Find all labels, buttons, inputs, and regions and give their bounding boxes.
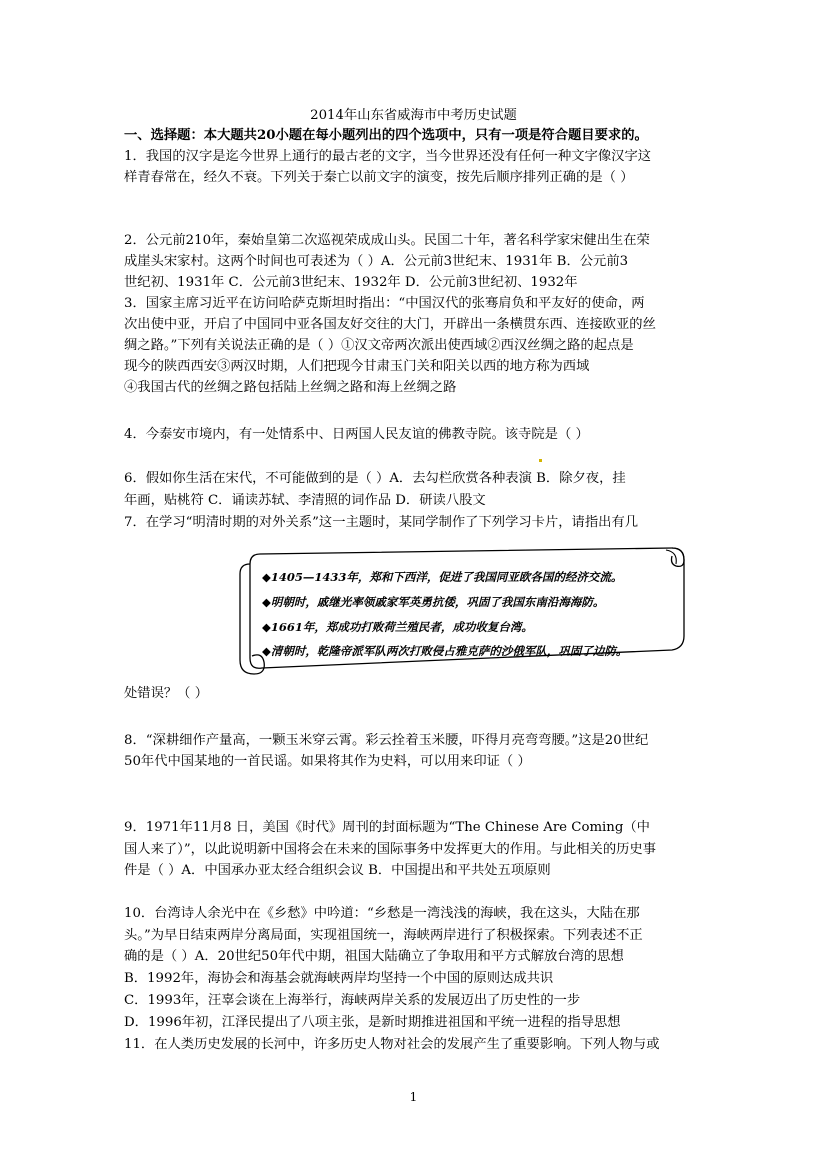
exam-title: 2014年山东省威海市中考历史试题 <box>310 108 517 123</box>
q10-line-3: 确的是（ ）A．20世纪50年代中期，祖国大陆确立了争取用和平方式解放台湾的思想 <box>124 949 624 964</box>
card-item-1: ◆1405—1433年，郑和下西洋，促进了我国同亚欧各国的经济交流。 <box>262 570 623 584</box>
q3-line-2: 次出使中亚，开启了中国同中亚各国友好交往的大门，开辟出一条横贯东西、连接欧亚的丝 <box>124 317 656 332</box>
page-number: 1 <box>409 1090 418 1104</box>
q11-line-1: 11．在人类历史发展的长河中，许多历史人物对社会的发展产生了重要影响。下列人物与或 <box>124 1037 660 1052</box>
q8-line-2: 50年代中国某地的一首民谣。如果将其作为史料，可以用来印证（ ） <box>124 754 531 769</box>
q10-option-d: D．1996年初，江泽民提出了八项主张，是新时期推进祖国和平统一进程的指导思想 <box>124 1015 621 1030</box>
q2-line-3: 世纪初、1931年 C．公元前3世纪末、1932年 D．公元前3世纪初、1932年 <box>124 275 578 290</box>
q1-line-2: 样青春常在，经久不衰。下列关于秦亡以前文字的演变，按先后顺序排列正确的是（ ） <box>124 170 634 185</box>
q10-line-1: 10．台湾诗人余光中在《乡愁》中吟道：“乡愁是一湾浅浅的海峡，我在这头，大陆在那 <box>124 906 640 921</box>
card-item-3: ◆1661年，郑成功打败荷兰殖民者，成功收复台湾。 <box>262 620 533 634</box>
q2-line-2: 成崖头宋家村。这两个时间也可表述为（ ）A．公元前3世纪末、1931年 B．公元前3 <box>124 254 629 269</box>
q6-line-1: 6．假如你生活在宋代，不可能做到的是（ ）A．去勾栏欣赏各种表演 B．除夕夜，挂 <box>124 471 626 486</box>
q3-line-1: 3．国家主席习近平在访问哈萨克斯坦时指出：“中国汉代的张骞肩负和平友好的使命，两 <box>124 296 645 311</box>
q10-option-c: C．1993年，汪辜会谈在上海举行，海峡两岸关系的发展迈出了历史性的一步 <box>124 993 581 1008</box>
q8-line-1: 8．“深耕细作产量高，一颗玉米穿云霄。彩云拴着玉米腰，吓得月亮弯弯腰。”这是20世纪 <box>124 733 649 748</box>
card-item-2: ◆明朝时，戚继光率领戚家军英勇抗倭，巩固了我国东南沿海海防。 <box>262 595 605 609</box>
yellow-speck <box>539 459 542 462</box>
q7-line-2: 处错误？（ ） <box>124 686 209 701</box>
q1-line-1: 1．我国的汉字是迄今世界上通行的最古老的文字，当今世界还没有任何一种文字像汉字这 <box>124 149 652 164</box>
section-heading: 一、选择题：本大题共20小题在每小题列出的四个选项中，只有一项是符合题目要求的。 <box>124 128 648 143</box>
q9-line-2: 国人来了）”，以此说明新中国将会在未来的国际事务中发挥更大的作用。与此相关的历史事 <box>124 842 657 857</box>
q10-option-b: B．1992年，海协会和海基会就海峡两岸均坚持一个中国的原则达成共识 <box>124 971 554 986</box>
q4-line-1: 4．今泰安市境内，有一处情系中、日两国人民友谊的佛教寺院。该寺院是（ ） <box>124 427 589 442</box>
q6-line-2: 年画，贴桃符 C．诵读苏轼、李清照的词作品 D．研读八股文 <box>124 493 486 508</box>
q3-line-4: 现今的陕西西安③两汉时期，人们把现今甘肃玉门关和阳关以西的地方称为西域 <box>124 359 590 374</box>
q9-line-1: 9．1971年11月8 日，美国《时代》周刊的封面标题为“The Chinese Are Coming（中 <box>124 820 650 835</box>
card-item-4: ◆清朝时，乾隆帝派军队两次打败侵占雅克萨的沙俄军队，巩固了边防。 <box>262 644 628 658</box>
q3-line-3: 绸之路。”下列有关说法正确的是（ ）①汉文帝两次派出使西域②西汉丝绸之路的起点是 <box>124 338 634 353</box>
q9-line-3: 件是（ ）A．中国承办亚太经合组织会议 B．中国提出和平共处五项原则 <box>124 863 551 878</box>
q3-line-5: ④我国古代的丝绸之路包括陆上丝绸之路和海上丝绸之路 <box>124 380 457 395</box>
q2-line-1: 2．公元前210年，秦始皇第二次巡视荣成成山头。民国二十年，著名科学家宋健出生在荣 <box>124 233 650 248</box>
q10-line-2: 头。”为早日结束两岸分离局面，实现祖国统一，海峡两岸进行了积极探索。下列表述不正 <box>124 928 643 943</box>
q7-line-1: 7．在学习“明清时期的对外关系”这一主题时，某同学制作了下列学习卡片，请指出有几 <box>124 515 639 530</box>
